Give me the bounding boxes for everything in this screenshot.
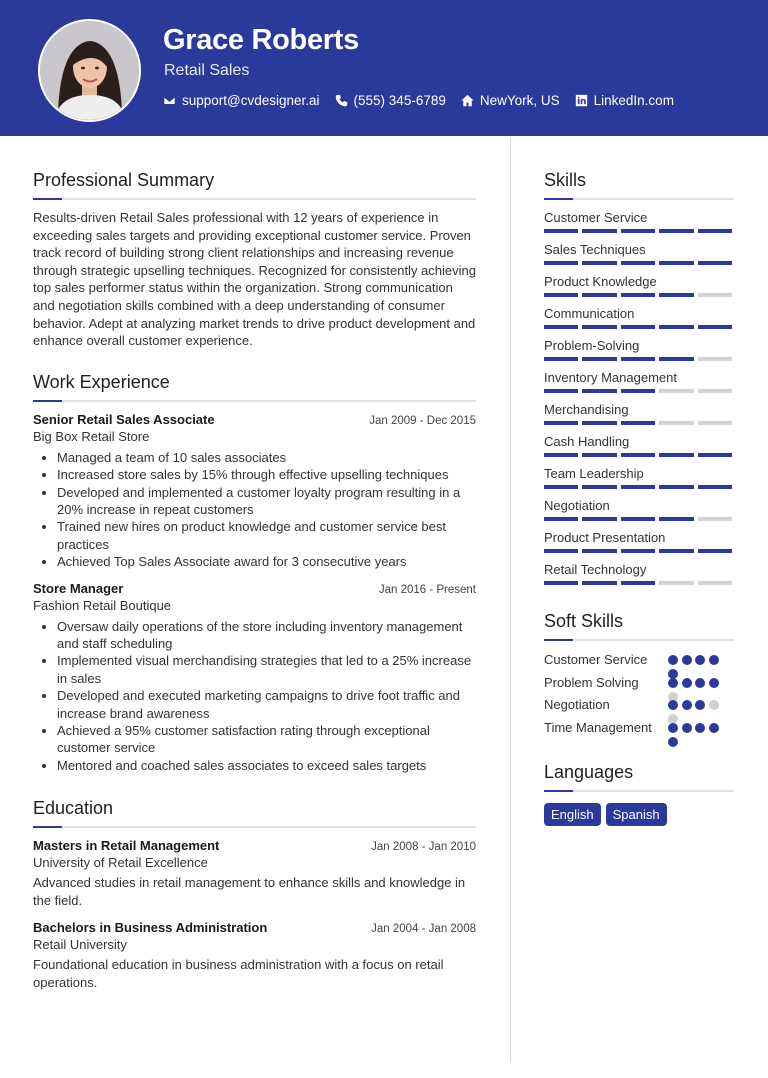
skill-level-bar [544,421,734,425]
skill-level-segment [659,261,693,265]
skill-level-segment [698,325,732,329]
contact-location-text: NewYork, US [479,93,560,108]
contact-phone[interactable] [335,93,446,108]
main-column [33,170,476,992]
contact-list [163,93,674,108]
language-tag: English [544,803,601,826]
skill-level-segment [621,517,655,521]
skill-level-segment [698,421,732,425]
skill-level-segment [544,357,578,361]
skill-name: Negotiation [544,498,610,513]
skill-level-segment [582,549,616,553]
skill-level-segment [621,357,655,361]
rating-dot [709,678,719,688]
profile-photo [38,19,141,122]
resume-header [0,0,768,136]
skill-item [544,526,734,558]
skill-level-segment [582,389,616,393]
skill-level-segment [698,357,732,361]
list-item: • Mentored and coached sales associates to exceed sales targets [57,757,476,774]
skill-level-segment [698,293,732,297]
skill-item [544,366,734,398]
skill-name: Team Leadership [544,466,644,481]
home-icon [461,94,474,107]
skill-level-segment [659,517,693,521]
skill-name: Product Knowledge [544,274,657,289]
skill-name: Inventory Management [544,370,677,385]
skill-level-segment [582,517,616,521]
contact-location [461,93,560,108]
contact-email-text: support@cvdesigner.ai [182,93,320,108]
section-rule [33,826,476,828]
skill-level-bar [544,485,734,489]
soft-skill-item [544,696,734,714]
section-rule [544,639,734,641]
job-company: Fashion Retail Boutique [33,597,172,613]
rating-dot [668,737,678,747]
skill-level-segment [582,453,616,457]
skill-level-bar [544,261,734,265]
skill-name: Customer Service [544,210,648,225]
skill-level-segment [544,261,578,265]
skill-level-segment [544,581,578,585]
skill-level-segment [544,389,578,393]
skill-item [544,238,734,270]
skill-item [544,206,734,238]
skill-level-segment [698,453,732,457]
school-name: University of Retail Excellence [33,855,208,871]
skills-section [544,170,734,590]
section-title: Skills [544,170,587,190]
rating-dot [709,723,719,733]
skill-level-segment [659,229,693,233]
rating-dot [682,723,692,733]
skill-level-segment [621,485,655,489]
skill-level-bar [544,453,734,457]
soft-skill-name: Negotiation [544,697,610,712]
skill-item [544,398,734,430]
soft-skill-name: Problem Solving [544,674,639,690]
job-bullets [33,618,476,775]
skill-level-bar [544,293,734,297]
skill-level-segment [659,357,693,361]
skill-level-bar [544,229,734,233]
education-entry [33,838,476,910]
section-rule [544,198,734,200]
job-title: Senior Retail Sales Associate [33,411,215,427]
rating-dot [695,678,705,688]
skill-level-segment [698,485,732,489]
soft-skill-item [544,719,734,737]
skill-level-segment [621,293,655,297]
degree-title: Bachelors in Business Administration [33,920,268,936]
contact-email[interactable] [163,93,320,108]
skill-item [544,558,734,590]
skill-level-segment [659,581,693,585]
skill-level-segment [659,389,693,393]
skill-item [544,430,734,462]
school-name: Retail University [33,937,127,953]
rating-dot [695,723,705,733]
soft-skills-list [544,651,734,736]
skill-level-bar [544,581,734,585]
rating-dot [695,700,705,710]
skill-level-segment [659,293,693,297]
rating-dot [682,678,692,688]
rating-dot [668,700,678,710]
skill-level-segment [698,549,732,553]
section-title: Professional Summary [33,170,215,190]
list-item: • Achieved Top Sales Associate award for 3 consecutive years [57,553,476,570]
rating-dot [668,678,678,688]
job-entry [33,412,476,571]
soft-skill-item [544,674,734,692]
skill-level-segment [582,421,616,425]
skill-name: Retail Technology [544,562,647,577]
skill-level-segment [659,549,693,553]
skill-level-segment [698,389,732,393]
list-item: • Implemented visual merchandising strategies that led to a 25% increase in sales [57,652,476,687]
envelope-icon [163,94,176,107]
skill-level-segment [698,261,732,265]
languages-list [544,803,734,826]
skill-level-segment [544,453,578,457]
list-item: • Oversaw daily operations of the store including inventory management and staff scheduling [57,618,476,653]
skill-level-segment [621,261,655,265]
skill-name: Problem-Solving [544,338,640,353]
skill-level-segment [582,261,616,265]
skill-item [544,302,734,334]
skill-level-segment [544,549,578,553]
job-bullets [33,449,476,571]
skill-level-bar [544,357,734,361]
skill-level-segment [621,549,655,553]
job-date: Jan 2009 - Dec 2015 [369,414,476,427]
skill-item [544,334,734,366]
education-entry [33,920,476,992]
skill-level-bar [544,389,734,393]
skill-item [544,462,734,494]
skill-level-segment [621,581,655,585]
skill-item [544,494,734,526]
contact-phone-text: (555) 345-6789 [353,93,446,108]
skill-level-segment [659,421,693,425]
column-divider [510,137,511,1063]
skill-name: Communication [544,306,635,321]
degree-title: Masters in Retail Management [33,838,220,854]
skill-level-segment [621,389,655,393]
list-item: • Increased store sales by 15% through effective upselling techniques [57,466,476,483]
education-description: Advanced studies in retail management to enhance skills and knowledge in the field. [33,875,466,909]
soft-skill-name: Time Management [544,719,652,735]
skill-level-segment [544,229,578,233]
summary-section [33,170,476,350]
skill-name: Cash Handling [544,434,630,449]
rating-dot [709,700,719,710]
rating-dot [682,655,692,665]
soft-skill-item [544,651,734,669]
skill-level-segment [544,325,578,329]
skill-level-bar [544,325,734,329]
rating-dot [682,700,692,710]
skill-level-segment [582,229,616,233]
skill-level-segment [582,325,616,329]
languages-section [544,762,734,826]
section-rule [544,790,734,792]
skill-level-segment [544,421,578,425]
skill-level-segment [582,485,616,489]
skill-level-segment [621,229,655,233]
skill-item [544,270,734,302]
skill-level-bar [544,517,734,521]
candidate-title: Retail Sales [164,62,250,79]
education-description: Foundational education in business administration with a focus on retail operations. [33,957,444,991]
summary-text: Results-driven Retail Sales professional with 12 years of experience in exceeding sales targets and providing exceptional customer service. Proven track record of building strong client relationships and increasing revenue through strategic upselling techniques. Recognized for consistently achieving top sales performer status within the organization. Strong communication and negotiation skills combined with a deep understanding of consumer behavior. Adept at analyzing market trends to drive product development and enhance overall customer experience. [33,210,476,349]
contact-linkedin[interactable] [575,93,674,108]
rating-dot [668,723,678,733]
rating-dot [668,655,678,665]
education-date: Jan 2008 - Jan 2010 [371,841,476,854]
skill-name: Product Presentation [544,530,666,545]
education-section [33,798,476,992]
rating-dot [695,655,705,665]
job-date: Jan 2016 - Present [378,583,476,596]
soft-skill-rating [668,723,724,747]
list-item: • Developed and implemented a customer loyalty program resulting in a 20% increase in repeat customers [57,484,476,519]
skill-level-segment [582,293,616,297]
skill-level-segment [544,293,578,297]
skill-level-segment [582,581,616,585]
education-date: Jan 2004 - Jan 2008 [371,923,476,936]
skills-list [544,206,734,590]
skill-level-segment [621,453,655,457]
soft-skills-section [544,611,734,736]
skill-level-segment [698,229,732,233]
job-entry [33,581,476,775]
section-title: Work Experience [33,371,170,392]
skill-level-segment [544,517,578,521]
list-item: • Achieved a 95% customer satisfaction rating through exceptional customer service [57,722,476,757]
skill-level-segment [698,517,732,521]
job-company: Big Box Retail Store [33,428,150,444]
skill-level-bar [544,549,734,553]
language-tag: Spanish [606,803,667,826]
rating-dot [709,655,719,665]
soft-skill-name: Customer Service [544,652,648,667]
section-title: Soft Skills [544,611,624,631]
sidebar-column [544,170,734,826]
section-rule [33,198,476,200]
skill-level-segment [582,357,616,361]
list-item: • Developed and executed marketing campaigns to drive foot traffic and increase brand awareness [57,687,476,722]
list-item: • Trained new hires on product knowledge and customer service best practices [57,518,476,553]
list-item: • Managed a team of 10 sales associates [57,449,476,466]
skill-name: Merchandising [544,402,629,417]
phone-icon [335,94,348,107]
skill-level-segment [659,325,693,329]
candidate-name: Grace Roberts [163,24,359,56]
skill-level-segment [659,453,693,457]
section-rule [33,400,476,402]
contact-linkedin-text: LinkedIn.com [593,93,674,108]
experience-section [33,372,476,775]
linkedin-icon [575,94,588,107]
section-title: Languages [544,762,634,782]
job-title: Store Manager [33,580,124,596]
skill-level-segment [544,485,578,489]
skill-level-segment [621,325,655,329]
section-title: Education [33,798,114,819]
skill-level-segment [698,581,732,585]
skill-name: Sales Techniques [544,242,646,257]
skill-level-segment [621,421,655,425]
skill-level-segment [659,485,693,489]
